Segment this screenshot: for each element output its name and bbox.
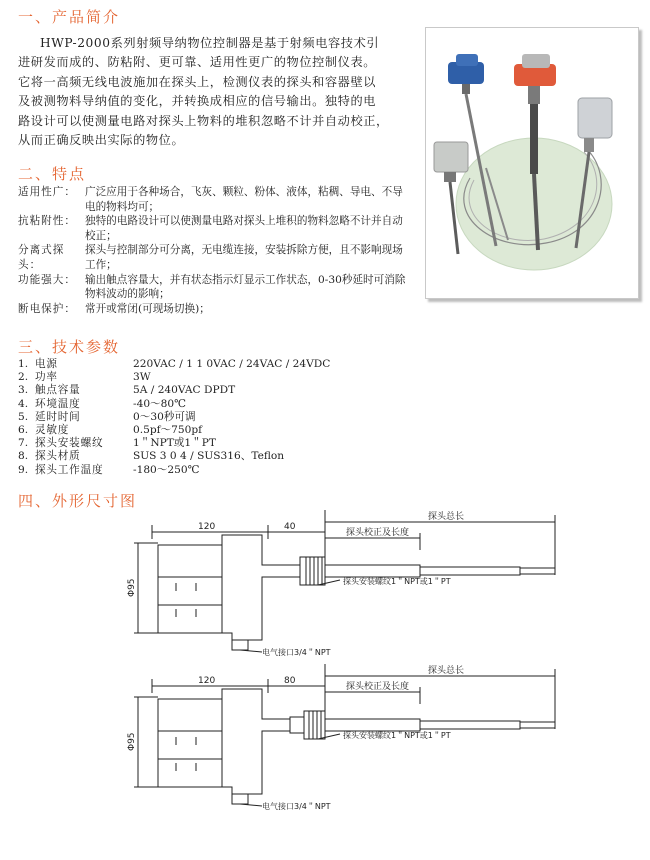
product-photo xyxy=(425,27,639,299)
feature-item xyxy=(18,273,413,302)
spec-row xyxy=(18,437,330,450)
feature-text: 独特的电路设计可以使测量电路对探头上堆积的物料忽略不计并自动校正； xyxy=(85,215,403,242)
dim-calib-label: 探头校正及长度 xyxy=(346,682,410,692)
spec-row xyxy=(18,371,330,384)
features-list xyxy=(18,185,413,316)
dim-total-label: 探头总长 xyxy=(428,512,465,522)
spec-list xyxy=(18,358,330,477)
dim-total-label: 探头总长 xyxy=(428,666,465,676)
spec-number: 4. xyxy=(18,397,29,410)
spec-number: 3. xyxy=(18,384,29,397)
intro-line: 它将一高频无线电波施加在探头上，检测仪表的探头和容器壁以 xyxy=(18,74,377,89)
dim-thread-label: 探头安装螺纹1＂NPT或1＂PT xyxy=(343,731,451,740)
section-title-features: 二、特点 xyxy=(18,165,87,183)
spec-value: 3W xyxy=(133,371,151,384)
section-title-intro: 一、产品简介 xyxy=(18,8,121,26)
spec-value: SUS 3 0 4 / SUS316、Teflon xyxy=(133,450,285,463)
feature-label: 断电保护： xyxy=(18,302,76,315)
feature-label: 适用性广： xyxy=(18,186,76,198)
spec-value: -180～250℃ xyxy=(133,463,200,476)
intro-line: HWP-2000系列射频导纳物位控制器是基于射频电容技术引 xyxy=(40,36,380,50)
section-title-specs: 三、技术参数 xyxy=(18,338,121,356)
spec-number: 9. xyxy=(18,463,29,476)
feature-item xyxy=(18,243,413,272)
dim-diameter: Φ95 xyxy=(127,732,137,751)
spec-row xyxy=(18,424,330,437)
feature-item xyxy=(18,214,413,243)
dim-electrical-port: 电气接口3/4＂NPT xyxy=(262,648,331,657)
intro-line: 进研发而成的、防粘附、更可靠、适用性更广的物位控制仪表。 xyxy=(18,55,377,70)
spec-row xyxy=(18,384,330,397)
spec-number: 7. xyxy=(18,437,29,450)
feature-label: 功能强大： xyxy=(18,273,76,286)
dim-thread-label: 探头安装螺纹1＂NPT或1＂PT xyxy=(343,577,451,586)
spec-number: 5. xyxy=(18,410,29,423)
intro-paragraph xyxy=(18,34,416,150)
spec-number: 8. xyxy=(18,450,29,463)
spec-key: 探头安装螺纹 xyxy=(35,437,104,450)
feature-item xyxy=(18,185,413,214)
spec-number: 1. xyxy=(18,358,29,370)
spec-key: 灵敏度 xyxy=(35,424,70,437)
spec-value: 0～30秒可调 xyxy=(133,410,196,423)
spec-key: 功率 xyxy=(35,371,58,384)
spec-key: 触点容量 xyxy=(35,384,81,397)
spec-value: 220VAC / 1 1 0VAC / 24VAC / 24VDC xyxy=(133,358,331,370)
spec-value: 0.5pf～750pf xyxy=(133,424,203,437)
intro-line: 及被测物料导纳值的变化，并转换成相应的信号输出。独特的电 xyxy=(18,94,377,109)
spec-number: 2. xyxy=(18,371,29,384)
feature-text: 常开或常闭(可现场切换)； xyxy=(85,302,210,315)
dim-calib-label: 探头校正及长度 xyxy=(346,528,410,538)
dimension-drawing-top xyxy=(127,510,555,657)
spec-key: 延时时间 xyxy=(35,410,81,423)
spec-row xyxy=(18,398,330,411)
dim-electrical-port: 电气接口3/4＂NPT xyxy=(262,802,331,811)
intro-line: 路设计可以使测量电路对探头上物料的堆积忽略不计并自动校正， xyxy=(18,113,389,128)
spec-value: -40～80℃ xyxy=(133,397,186,410)
spec-key: 环境温度 xyxy=(35,397,81,410)
feature-text: 广泛应用于各种场合，飞灰、颗粒、粉体、液体，粘稠、导电、不导电的物料均可； xyxy=(85,186,403,213)
spec-value: 5A / 240VAC DPDT xyxy=(133,384,236,397)
feature-label: 抗粘附性： xyxy=(18,215,76,228)
feature-text: 探头与控制部分可分离，无电缆连接，安装拆除方便，且不影响现场工作； xyxy=(85,244,403,271)
dimension-drawings xyxy=(0,505,650,860)
spec-key: 探头材质 xyxy=(35,450,81,463)
feature-label: 分离式探头： xyxy=(18,244,65,271)
intro-line: 从而正确反映出实际的物位。 xyxy=(18,133,185,148)
spec-key: 电源 xyxy=(35,358,58,370)
spec-value: 1＂NPT或1＂PT xyxy=(133,437,216,450)
feature-text: 输出触点容量大，并有状态指示灯显示工作状态，0-30秒延时可消除物料波动的影响； xyxy=(85,273,406,301)
spec-number: 6. xyxy=(18,424,29,437)
dim-width-2: 80 xyxy=(284,676,296,686)
dimension-drawing-bottom xyxy=(127,664,555,811)
spec-row xyxy=(18,464,330,477)
feature-item xyxy=(18,302,413,317)
dim-width-1: 120 xyxy=(198,676,216,686)
section-title-dimensions: 四、外形尺寸图 xyxy=(18,492,138,510)
dim-width-1: 120 xyxy=(198,522,216,532)
dim-width-2: 40 xyxy=(284,522,296,532)
spec-row xyxy=(18,450,330,463)
spec-row xyxy=(18,358,330,371)
spec-row xyxy=(18,411,330,424)
dim-diameter: Φ95 xyxy=(127,578,137,597)
spec-key: 探头工作温度 xyxy=(35,463,104,476)
